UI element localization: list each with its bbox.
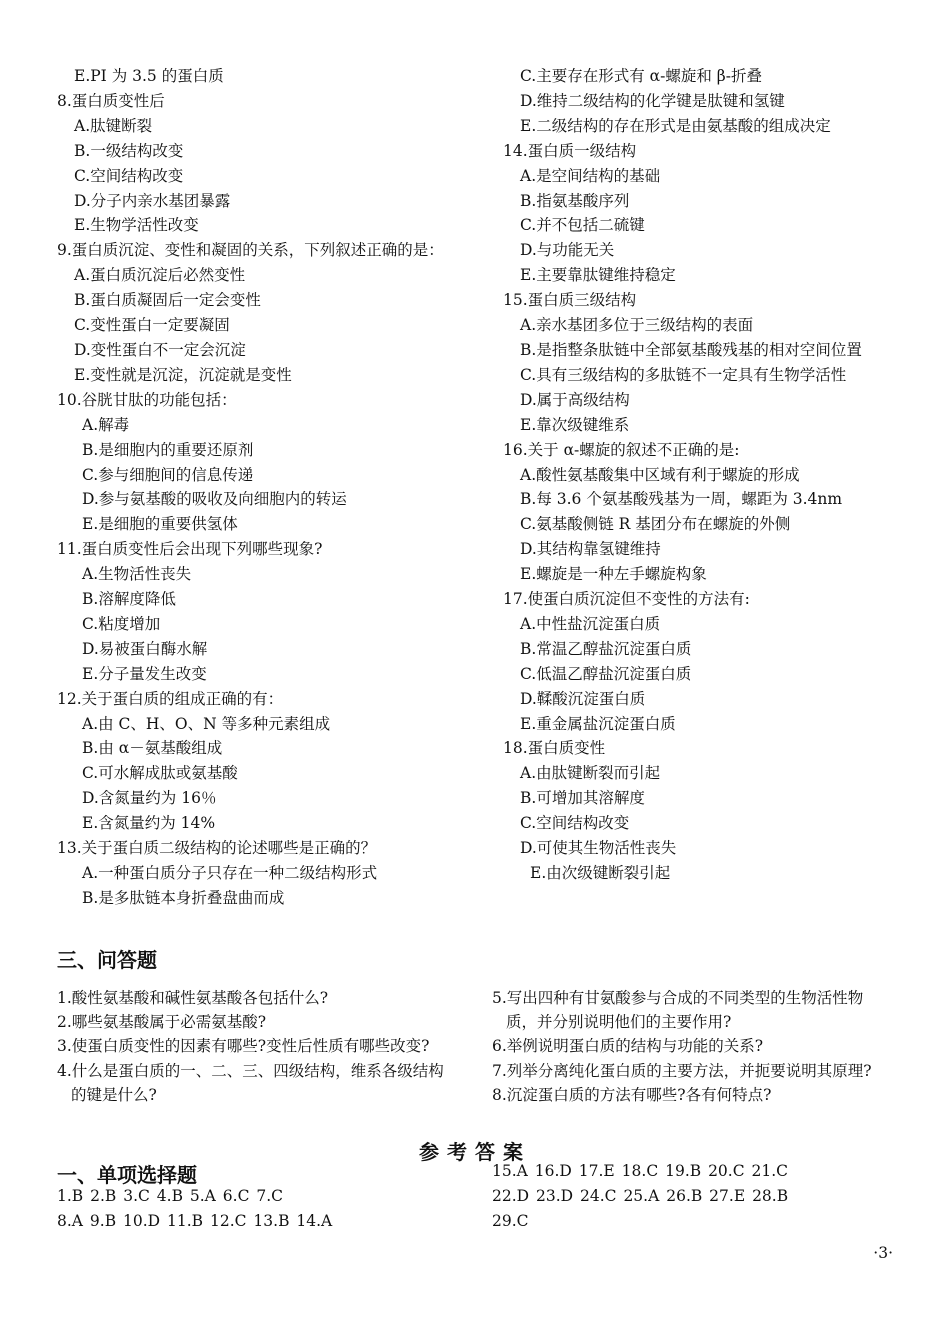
answer-option: A.一种蛋白质分子只存在一种二级结构形式 [82, 864, 378, 882]
answer-option: C.可水解成肽或氨基酸 [82, 764, 238, 783]
answer-option: D.含氮量约为 16％ [82, 789, 217, 808]
answer-option: C.低温乙醇盐沉淀蛋白质 [520, 664, 692, 683]
answer-option: D.鞣酸沉淀蛋白质 [520, 689, 646, 708]
answer-option: C.并不包括二硫键 [520, 216, 645, 235]
right-question-column [503, 64, 903, 886]
answer-option: B.溶解度降低 [82, 590, 176, 609]
short-answer-right-column [492, 986, 912, 1107]
answer-line: 1.B 2.B 3.C 4.B 5.A 6.C 7.C [57, 1187, 284, 1205]
answer-option: D.与功能无关 [520, 241, 615, 260]
answer-option: C.参与细胞间的信息传递 [82, 465, 254, 484]
left-question-column [57, 64, 477, 911]
answer-option: C.氨基酸侧链 R 基团分布在螺旋的外侧 [520, 515, 791, 534]
answer-option: E.分子量发生改变 [82, 664, 207, 683]
short-answer-question: 5.写出四种有甘氨酸参与合成的不同类型的生物活性物 [492, 989, 864, 1007]
answer-option: A.解毒 [82, 415, 130, 434]
answer-option: E.靠次级键维系 [520, 415, 630, 434]
short-answer-question-continuation: 的键是什么? [71, 1085, 157, 1104]
answer-option: B.是细胞内的重要还原剂 [82, 440, 254, 459]
answer-option: D.维持二级结构的化学键是肽键和氢键 [520, 91, 785, 110]
answer-option: C.空间结构改变 [520, 814, 630, 833]
question-stem: 11.蛋白质变性后会出现下列哪些现象? [57, 540, 323, 559]
answer-option: C.空间结构改变 [74, 166, 184, 185]
answer-option: B.每 3.6 个氨基酸残基为一周，螺距为 3.4nm [520, 490, 843, 509]
answer-option: E.二级结构的存在形式是由氨基酸的组成决定 [520, 116, 831, 135]
answer-option: D.其结构靠氢键维持 [520, 540, 661, 559]
short-answer-question: 8.沉淀蛋白质的方法有哪些?各有何特点? [492, 1085, 772, 1104]
answer-line: 22.D 23.D 24.C 25.A 26.B 27.E 28.B [492, 1187, 789, 1205]
answers-title: 参考答案 [419, 1140, 531, 1164]
answer-option: A.酸性氨基酸集中区域有利于螺旋的形成 [520, 465, 800, 484]
answer-option: E.是细胞的重要供氢体 [82, 515, 238, 534]
answer-option: B.是指整条肽链中全部氨基酸残基的相对空间位置 [520, 340, 862, 359]
answer-option: E.生物学活性改变 [74, 216, 199, 235]
answer-option: A.生物活性丧失 [82, 565, 192, 584]
short-answer-question: 3.使蛋白质变性的因素有哪些?变性后性质有哪些改变? [57, 1037, 430, 1056]
question-stem: 14.蛋白质一级结构 [503, 141, 637, 160]
short-answer-question: 4.什么是蛋白质的一、二、三、四级结构，维系各级结构 [57, 1061, 444, 1080]
answer-option: B.指氨基酸序列 [520, 191, 630, 210]
short-answer-question-continuation: 质，并分别说明他们的主要作用? [506, 1013, 732, 1032]
answer-option: C.粘度增加 [82, 614, 161, 633]
answer-option: D.参与氨基酸的吸收及向细胞内的转运 [82, 490, 347, 509]
answer-option: E.变性就是沉淀，沉淀就是变性 [74, 365, 292, 384]
question-stem: 9.蛋白质沉淀、变性和凝固的关系，下列叙述正确的是： [57, 241, 444, 260]
answer-option: D.可使其生物活性丧失 [520, 839, 677, 858]
answer-option: C.具有三级结构的多肽链不一定具有生物学活性 [520, 365, 847, 384]
answer-option: A.蛋白质沉淀后必然变性 [74, 266, 246, 285]
answer-option: A.中性盐沉淀蛋白质 [520, 614, 661, 633]
short-answer-left-column [57, 986, 477, 1107]
answer-line: 8.A 9.B 10.D 11.B 12.C 13.B 14.A [57, 1212, 333, 1230]
short-answer-question: 7.列举分离纯化蛋白质的主要方法，并扼要说明其原理? [492, 1061, 872, 1080]
answer-option: B.是多肽链本身折叠盘曲而成 [82, 888, 285, 907]
answer-option: E.PI 为 3.5 的蛋白质 [74, 67, 224, 85]
answer-option: E.重金属盐沉淀蛋白质 [520, 714, 676, 733]
answer-option: B.一级结构改变 [74, 141, 184, 160]
answer-option: A.是空间结构的基础 [520, 166, 661, 185]
answer-option: A.亲水基团多位于三级结构的表面 [520, 316, 754, 335]
single-choice-title: 一、单项选择题 [57, 1163, 197, 1187]
answer-option: A.由肽键断裂而引起 [520, 764, 661, 783]
answer-option: E.含氮量约为 14% [82, 814, 216, 833]
question-stem: 17.使蛋白质沉淀但不变性的方法有: [503, 590, 750, 609]
answer-option: B.由 α－氨基酸组成 [82, 739, 223, 758]
answer-option: E.由次级键断裂引起 [530, 864, 671, 882]
question-stem: 15.蛋白质三级结构 [503, 291, 637, 310]
answer-option: D.易被蛋白酶水解 [82, 639, 208, 658]
short-answer-question: 1.酸性氨基酸和碱性氨基酸各包括什么? [57, 989, 329, 1007]
answer-option: D.分子内亲水基团暴露 [74, 191, 231, 210]
question-stem: 18.蛋白质变性 [503, 739, 606, 758]
answer-option: E.主要靠肽键维持稳定 [520, 266, 676, 285]
answer-option: E.螺旋是一种左手螺旋构象 [520, 565, 707, 584]
answer-option: D.变性蛋白不一定会沉淀 [74, 340, 246, 359]
answer-option: A.由 C、H、O、N 等多种元素组成 [82, 714, 331, 733]
short-answer-section-title: 三、问答题 [57, 948, 157, 972]
answer-option: A.肽键断裂 [74, 116, 153, 135]
short-answer-question: 2.哪些氨基酸属于必需氨基酸? [57, 1013, 267, 1032]
answer-option: D.属于高级结构 [520, 390, 630, 409]
answer-line: 15.A 16.D 17.E 18.C 19.B 20.C 21.C [492, 1162, 789, 1180]
answer-option: B.可增加其溶解度 [520, 789, 645, 808]
question-stem: 10.谷胱甘肽的功能包括： [57, 390, 237, 409]
question-stem: 12.关于蛋白质的组成正确的有： [57, 689, 284, 708]
question-stem: 13.关于蛋白质二级结构的论述哪些是正确的？ [57, 839, 377, 858]
short-answer-question: 6.举例说明蛋白质的结构与功能的关系? [492, 1037, 764, 1056]
answer-option: C.变性蛋白一定要凝固 [74, 316, 230, 335]
question-stem: 8.蛋白质变性后 [57, 91, 165, 110]
answer-option: C.主要存在形式有 α-螺旋和 β-折叠 [520, 67, 762, 85]
answer-option: B.蛋白质凝固后一定会变性 [74, 291, 261, 310]
answer-option: B.常温乙醇盐沉淀蛋白质 [520, 639, 692, 658]
answer-line: 29.C [492, 1212, 529, 1230]
question-stem: 16.关于 α-螺旋的叙述不正确的是: [503, 440, 740, 459]
page-number: ·3· [873, 1244, 893, 1262]
